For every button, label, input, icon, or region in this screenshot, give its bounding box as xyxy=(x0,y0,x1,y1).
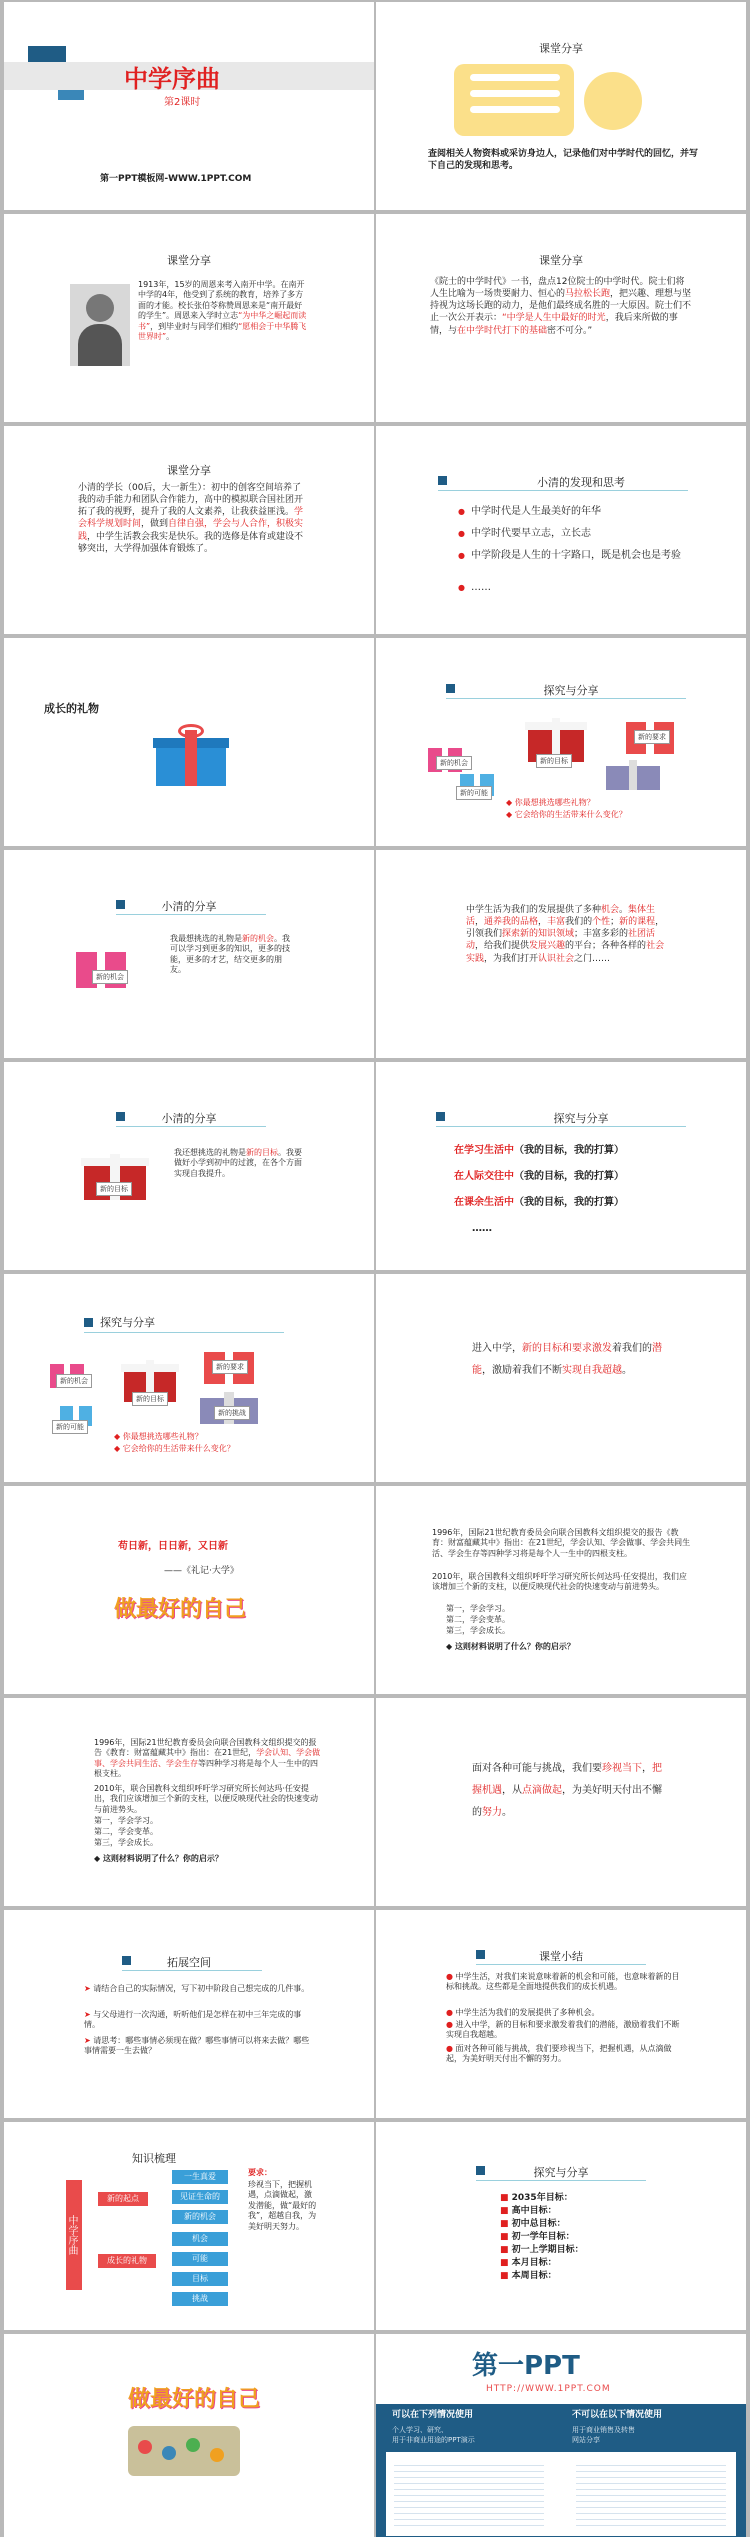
forbidden-line: 用于商业销售及转售 xyxy=(572,2426,635,2434)
slide-20 xyxy=(376,1910,746,2118)
question-2: ◆ 它会给你的生活带来什么变化？ xyxy=(114,1444,235,1453)
brand-logo: 第一PPT xyxy=(472,2351,580,2381)
map-leaf: 机会 xyxy=(172,2232,228,2246)
map-branch: 新的起点 xyxy=(98,2192,148,2206)
slide-10 xyxy=(376,850,746,1058)
list-item: 第一，学会学习。 xyxy=(94,1816,158,1825)
cover-title: 中学序曲 xyxy=(124,65,220,93)
list-item: ● 进入中学，新的目标和要求激发着我们的潜能，激励着我们不断实现自我超越。 xyxy=(446,2020,680,2040)
note-circle xyxy=(584,72,642,130)
gift-label: 新的挑战 xyxy=(214,1406,250,1420)
art-title: 做最好的自己 xyxy=(114,1597,247,1622)
question-2: ◆ 它会给你的生活带来什么变化？ xyxy=(506,810,627,819)
slide-cover xyxy=(4,2,374,210)
side-title: 要求： xyxy=(248,2168,272,2177)
question-1: ◆ 你最想挑选哪些礼物？ xyxy=(506,798,595,807)
list-item: ● 中学时代要早立志，立长志 xyxy=(458,524,591,539)
map-leaf: 可能 xyxy=(172,2252,228,2266)
goal-item: ■ 初中总目标： xyxy=(500,2219,566,2230)
gift-label: 新的目标 xyxy=(536,754,572,768)
slide-8 xyxy=(376,638,746,846)
gift-box xyxy=(606,760,660,790)
gift-label: 新的目标 xyxy=(96,1182,132,1196)
map-leaf: 目标 xyxy=(172,2272,228,2286)
slide-24 xyxy=(376,2334,746,2537)
slide-title: 课堂小结 xyxy=(539,1950,583,1963)
list-item: ● 面对各种可能与挑战，我们要珍视当下，把握机遇，从点滴做起，为美好明天付出不懈的努力。 xyxy=(446,2044,672,2064)
gift-label: 新的可能 xyxy=(52,1420,88,1434)
slide-7 xyxy=(4,638,374,846)
side-text: 珍视当下，把握机遇，点滴做起，激发潜能，做“最好的我”，超越自我，为美好明天努力。 xyxy=(248,2180,317,2231)
title-underline xyxy=(116,1126,266,1127)
slide-title: 探究与分享 xyxy=(543,684,599,697)
map-root: 中学序曲 xyxy=(66,2180,82,2290)
list-item: ● 中学时代是人生最美好的年华 xyxy=(458,502,601,517)
allowed-heading: 可以在下列情况使用 xyxy=(392,2410,474,2420)
slide-4 xyxy=(376,214,746,422)
slide-title: 成长的礼物 xyxy=(44,702,99,715)
slide-paragraph: 我最想挑选的礼物是新的机会。我可以学习到更多的知识，更多的技能，更多的才艺，结交更多的朋友。 xyxy=(170,934,290,975)
gift-label: 新的目标 xyxy=(132,1392,168,1406)
map-leaf: 挑战 xyxy=(172,2292,228,2306)
slide-title: 拓展空间 xyxy=(167,1956,211,1969)
title-underline xyxy=(438,490,688,491)
question: ◆ 这则材料说明了什么？你的启示？ xyxy=(446,1642,575,1651)
note-line xyxy=(470,90,560,97)
map-branch: 成长的礼物 xyxy=(98,2254,156,2268)
quote-source: ——《礼记·大学》 xyxy=(164,1566,239,1576)
slide-9 xyxy=(4,850,374,1058)
question-1: ◆ 你最想挑选哪些礼物？ xyxy=(114,1432,203,1441)
slide-paragraph: 2010年，联合国教科文组织呼吁学习研究所长何达玛·任安提出，我们应该增加三个新的支柱，以便反映现代社会的快速变动与前进势头。 xyxy=(432,1572,687,1592)
slide-22 xyxy=(376,2122,746,2330)
slide-5 xyxy=(4,426,374,634)
slide-paragraph: 进入中学，新的目标和要求激发着我们的潜能，激励着我们不断实现自我超越。 xyxy=(472,1343,662,1376)
goal-item: ■ 2035年目标： xyxy=(500,2193,573,2203)
slide-title: 课堂分享 xyxy=(167,254,211,267)
slide-paragraph: 小清的学长（00后，大一新生）：初中的创客空间培养了我的动手能力和团队合作能力，高中的模拟联合国社团开拓了我的视野，提升了我的人文素养，让我获益匪浅。学会科学规划时间，做到自律自强，学会与人合作，积极实践，中学生活教会我实是快乐。我的选修是体育或建设不够突出，大学得加强体育锻炼了。 xyxy=(78,483,304,554)
slide-title: 小清的分享 xyxy=(161,1112,217,1125)
title-underline xyxy=(476,1964,646,1965)
gift-label: 新的机会 xyxy=(436,756,472,770)
group-photo xyxy=(128,2426,240,2476)
slide-18 xyxy=(376,1698,746,1906)
plan-line: 在学习生活中（我的目标，我的打算） xyxy=(454,1145,624,1156)
portrait-image xyxy=(70,284,130,366)
question: ◆ 这则材料说明了什么？你的启示？ xyxy=(94,1854,223,1863)
slide-title: 知识梳理 xyxy=(132,2152,176,2165)
list-item: ● 中学阶段是人生的十字路口，既是机会也是考验 xyxy=(458,546,688,561)
list-item: 第三，学会成长。 xyxy=(446,1626,510,1635)
slide-paragraph: 1913年，15岁的周恩来考入南开中学。在南开中学的4年，他受到了系统的教育，培养了多方面的才能。校长张伯苓称赞周恩来是“南开最好的学生”。周恩来入学时立志“为中华之崛起而读书”，到毕业时与同学们相约“愿相会于中华腾飞世界时”。 xyxy=(138,280,307,341)
list-item: ➤ 与父母进行一次沟通，听听他们是怎样在初中三年完成的事情。 xyxy=(84,2010,302,2030)
title-underline xyxy=(476,2180,646,2181)
art-title: 做最好的自己 xyxy=(128,2387,261,2412)
list-item: ➤ 请结合自己的实际情况，写下初中阶段自己想完成的几件事。 xyxy=(84,1984,310,1993)
gift-label: 新的机会 xyxy=(92,970,128,984)
note-line xyxy=(470,74,560,81)
title-underline xyxy=(116,914,266,915)
title-underline xyxy=(446,698,686,699)
slide-3 xyxy=(4,214,374,422)
list-item: ● 中学生活，对我们来说意味着新的机会和可能，也意味着新的目标和挑战。这些都是全面地提供我们的成长机遇。 xyxy=(446,1972,680,1992)
slide-13 xyxy=(4,1274,374,1482)
slide-paragraph: 面对各种可能与挑战，我们要珍视当下，把握机遇，从点滴做起，为美好明天付出不懈的努力。 xyxy=(472,1763,662,1818)
brand-url: HTTP://WWW.1PPT.COM xyxy=(486,2384,611,2394)
link-table xyxy=(386,2452,736,2536)
slide-12 xyxy=(376,1062,746,1270)
allowed-line: 个人学习、研究、 xyxy=(392,2426,448,2434)
title-underline xyxy=(84,1332,284,1333)
goal-item: ■ 初一学年目标： xyxy=(500,2232,575,2243)
slide-note: 查阅相关人物资料或采访身边人，记录他们对中学时代的回忆，并写下自己的发现和思考。 xyxy=(428,149,699,172)
allowed-line: 用于非商业用途的PPT演示 xyxy=(392,2436,475,2444)
plan-line: 在人际交往中（我的目标，我的打算） xyxy=(454,1171,624,1182)
goal-item: ■ 高中目标： xyxy=(500,2206,557,2217)
slide-21 xyxy=(4,2122,374,2330)
slide-14 xyxy=(376,1274,746,1482)
deco-square xyxy=(84,1318,93,1327)
quote-text: 苟日新，日日新，又日新 xyxy=(118,1541,228,1552)
gift-label: 新的要求 xyxy=(634,730,670,744)
slide-title: 小清的分享 xyxy=(161,900,217,913)
slide-paragraph: 1996年，国际21世纪教育委员会向联合国教科文组织提交的报告《教育：财富蕴藏其中》指出：在21世纪，学会认知、学会做事、学会共同生活、学会生存等四种学习将是每个人一生中的四根支柱。 xyxy=(94,1738,321,1779)
ellipsis: …… xyxy=(472,1223,492,1234)
cover-subtitle: 第2课时 xyxy=(164,97,201,108)
goal-list xyxy=(500,2192,584,2283)
list-item: ● …… xyxy=(458,582,491,593)
slide-16 xyxy=(376,1486,746,1694)
gift-label: 新的机会 xyxy=(56,1374,92,1388)
slide-paragraph: 2010年，联合国教科文组织呼吁学习研究所长何达玛·任安提出，我们应该增加三个新的支柱，以便反映现代社会的快速变动与前进势头。 xyxy=(94,1784,318,1814)
list-item: 第二，学会变革。 xyxy=(94,1827,158,1836)
slide-paragraph: 我还想挑选的礼物是新的目标。我要做好小学到初中的过渡，在各个方面实现自我提升。 xyxy=(174,1148,302,1178)
slide-title: 课堂分享 xyxy=(539,254,583,267)
map-leaf: 一生真爱 xyxy=(172,2170,228,2184)
list-item: 第二，学会变革。 xyxy=(446,1615,510,1624)
gift-label: 新的可能 xyxy=(456,786,492,800)
cover-footer: 第一PPT模板网-WWW.1PPT.COM xyxy=(100,174,252,184)
title-underline xyxy=(122,1970,262,1971)
list-item: 第三，学会成长。 xyxy=(94,1838,158,1847)
slide-title: 探究与分享 xyxy=(553,1112,609,1125)
slide-title: 探究与分享 xyxy=(100,1316,155,1329)
list-item: 第一，学会学习。 xyxy=(446,1604,510,1613)
forbidden-line: 网站分享 xyxy=(572,2436,600,2444)
slide-paragraph: 1996年，国际21世纪教育委员会向联合国教科文组织提交的报告《教育：财富蕴藏其中》指出：在21世纪，学会认知、学会做事、学会共同生活、学会生存等四种学习将是每个人一生中的四根支柱。 xyxy=(432,1528,691,1558)
gift-box xyxy=(156,730,226,786)
slide-title: 课堂分享 xyxy=(167,464,211,477)
slide-title: 课堂分享 xyxy=(539,42,583,55)
gift-label: 新的要求 xyxy=(212,1360,248,1374)
map-leaf: 新的机会 xyxy=(172,2210,228,2224)
slide-title: 探究与分享 xyxy=(533,2166,589,2179)
map-leaf: 见证生命的 xyxy=(172,2190,228,2204)
list-item: ➤ 请思考：哪些事情必须现在做？哪些事情可以将来去做？哪些事情需要一生去做？ xyxy=(84,2036,310,2056)
slide-15 xyxy=(4,1486,374,1694)
slide-paragraph: 《院士的中学时代》一书，盘点12位院士的中学时代。院士们将人生比喻为一场贵要耐力、恒心的马拉松长跑，把兴趣、理想与坚持视为这场长跑的动力，是他们最终成名胜的一大原因。院士们不止一次公开表示：“中学是人生中最好的时光，我后来所做的事情，与在中学时代打下的基础密不可分。” xyxy=(430,277,692,336)
slide-paragraph: 中学生活为我们的发展提供了多种机会。集体生活，通养我的品格，丰富我们的个性；新的课程，引领我们探索新的知识领域；丰富多彩的社团活动，给我们提供发展兴趣的平台；各种各样的社会实践，为我们打开认识社会之门…… xyxy=(466,905,665,964)
slide-11 xyxy=(4,1062,374,1270)
slide-17 xyxy=(4,1698,374,1906)
goal-item: ■ 本月目标： xyxy=(500,2258,557,2269)
goal-item: ■ 初一上学期目标： xyxy=(500,2245,584,2256)
title-underline xyxy=(436,1126,686,1127)
slide-23 xyxy=(4,2334,374,2537)
plan-line: 在课余生活中（我的目标，我的打算） xyxy=(454,1197,624,1208)
goal-item: ■ 本周目标： xyxy=(500,2271,557,2282)
forbidden-heading: 不可以在以下情况使用 xyxy=(572,2410,663,2420)
slide-2 xyxy=(376,2,746,210)
list-item: ● 中学生活为我们的发展提供了多种机会。 xyxy=(446,2008,600,2017)
slide-6 xyxy=(376,426,746,634)
slide-title: 小清的发现和思考 xyxy=(537,476,625,489)
note-line xyxy=(470,106,560,113)
slide-19 xyxy=(4,1910,374,2118)
